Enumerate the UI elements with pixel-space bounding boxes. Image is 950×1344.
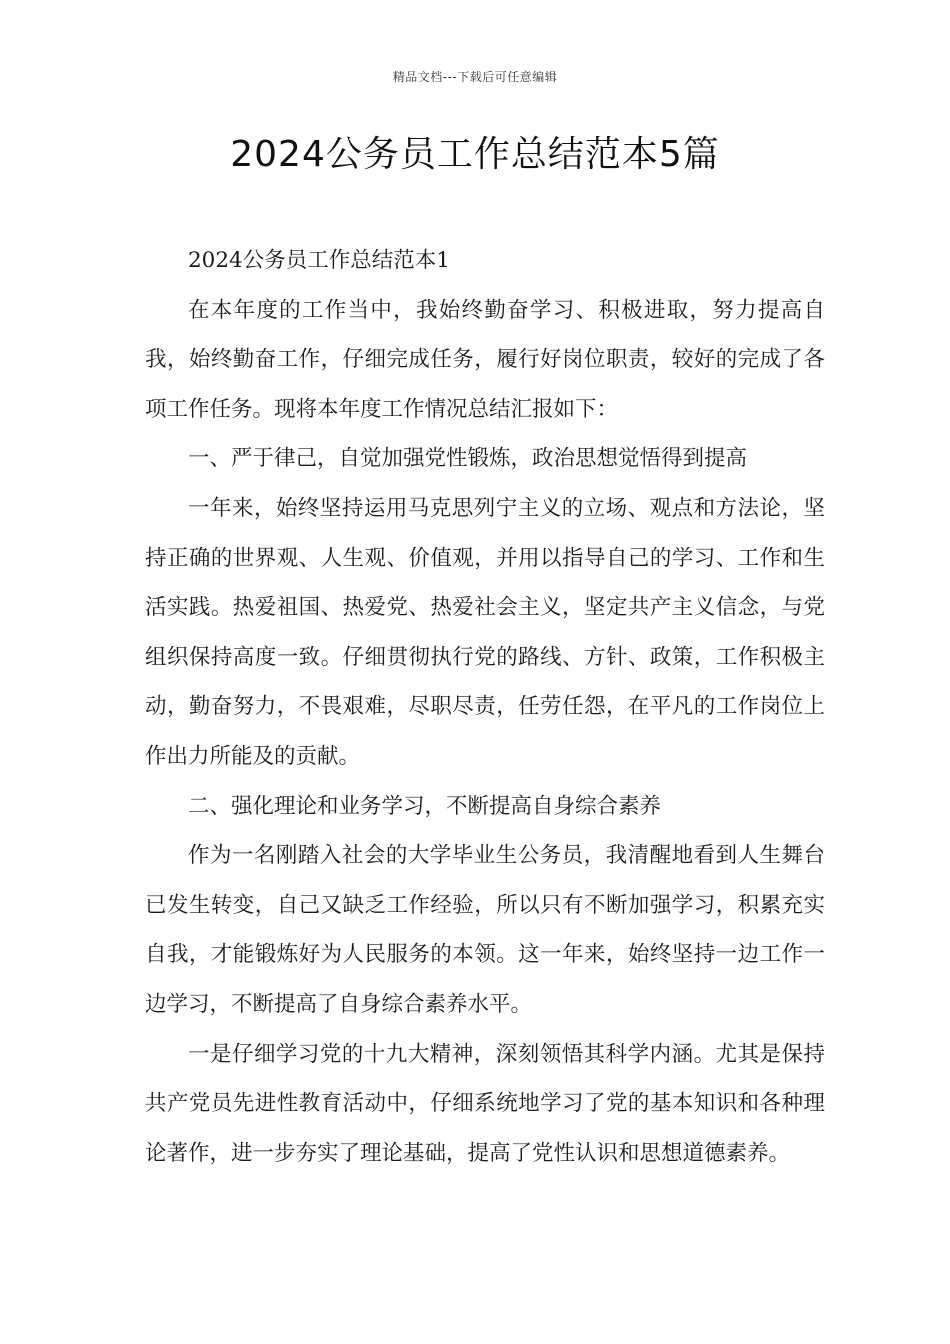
paragraph: 在本年度的工作当中，我始终勤奋学习、积极进取，努力提高自我，始终勤奋工作，仔细完成任务，履行好岗位职责，较好的完成了各项工作任务。现将本年度工作情况总结汇报如下： [145, 297, 825, 422]
paragraph: 一是仔细学习党的十九大精神，深刻领悟其科学内涵。尤其是保持共产党员先进性教育活动中，仔细系统地学习了党的基本知识和各种理论著作，进一步夯实了理论基础，提高了党性认识和思想道德素养。 [145, 1041, 825, 1166]
document-title: 2024公务员工作总结范本5篇 [230, 134, 720, 175]
section-heading: 2024公务员工作总结范本1 [188, 248, 450, 273]
section-heading: 一、严于律己，自觉加强党性锻炼，政治思想觉悟得到提高 [188, 446, 748, 472]
paragraph: 一年来，始终坚持运用马克思列宁主义的立场、观点和方法论，坚持正确的世界观、人生观、价值观，并用以指导自己的学习、工作和生活实践。热爱祖国、热爱党、热爱社会主义，坚定共产主义信念，与党组织保持高度一致。仔细贯彻执行党的路线、方针、政策，工作积极主动，勤奋努力，不畏艰难，尽职尽责，任劳任怨，在平凡的工作岗位上作出力所能及的贡献。 [145, 495, 825, 769]
document-body [145, 236, 825, 1178]
paragraph: 作为一名刚踏入社会的大学毕业生公务员，我清醒地看到人生舞台已发生转变，自己又缺乏工作经验，所以只有不断加强学习，积累充实自我，才能锻炼好为人民服务的本领。这一年来，始终坚持一边工作一边学习，不断提高了自身综合素养水平。 [145, 843, 825, 1017]
section-heading: 二、强化理论和业务学习，不断提高自身综合素养 [188, 793, 662, 819]
header-note: 精品文档---下载后可任意编辑 [392, 70, 558, 84]
